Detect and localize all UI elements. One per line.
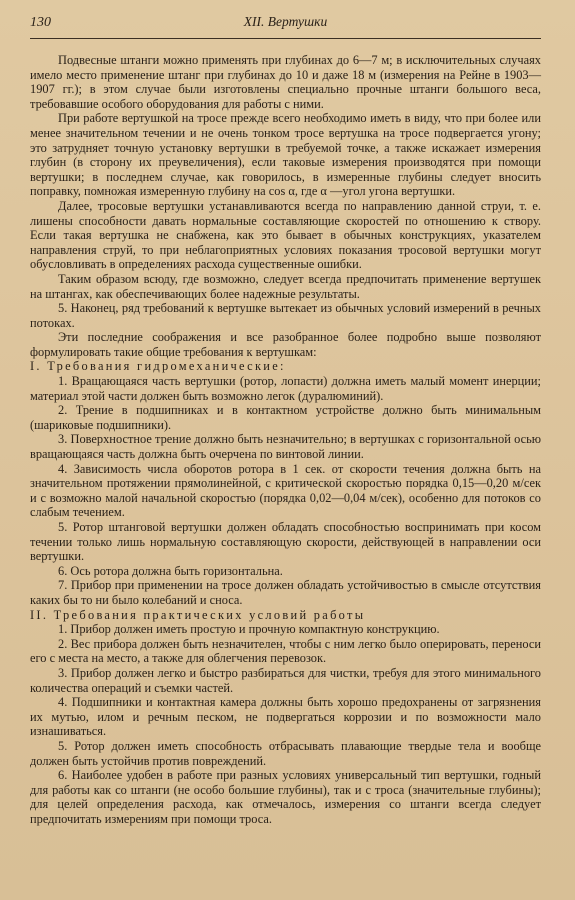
paragraph: При работе вертушкой на тросе прежде всего необходимо иметь в виду, что при более или менее значительном течении и не очень тонком тросе вертушка на тросе подвергается угону; это затрудняет точную установку вертушки в требуемой точке, а также искажает измерения глубин (в сторону их преувеличения), если таковые измерения производятся при помощи вертушки; в последнем случае, как говорилось, в измеренные глубины следует вносить поправку, помножая измеренную глубину на cos α, где α —угол угона вертушки. xyxy=(30,111,541,199)
section-heading-hydromechanical: I. Требования гидромеханические: xyxy=(30,359,286,374)
running-head xyxy=(30,14,541,39)
requirement-item: 4. Подшипники и контактная камера должны быть хорошо предохранены от загрязнения их мутью, илом и речным песком, не подвергаться коррозии и по возможности мало изнашиваться. xyxy=(30,695,541,739)
body-text xyxy=(30,53,541,826)
paragraph: Эти последние соображения и все разобранное более подробно выше позволяют формулировать такие общие требования к вертушкам: xyxy=(30,330,541,359)
paragraph: Подвесные штанги можно применять при глубинах до 6—7 м; в исключительных случаях имело место применение штанг при глубинах до 10 и даже 18 м (измерения на Рейне в 1903—1907 гг.); в этом случае были изготовлены специально прочные штанги большого веса, требовавшие особого оборудования для работы с ними. xyxy=(30,53,541,111)
paragraph: 5. Наконец, ряд требований к вертушке вытекает из обычных условий измерений в речных потоках. xyxy=(30,301,541,330)
requirement-item: 2. Трение в подшипниках и в контактном устройстве должно быть минимальным (шариковые подшипники). xyxy=(30,403,541,432)
paragraph: Далее, тросовые вертушки устанавливаются всегда по направлению данной струи, т. е. лишены способности давать нормальные составляющие скоростей по отношению к створу. Если такая вертушка не снабжена, как это бывает в обычных конструкциях, указателем направления струй, то при неблагоприятных условиях показания тросовой вертушки могут обусловливать в определениях расхода существенные ошибки. xyxy=(30,198,541,272)
requirement-item: 5. Ротор штанговой вертушки должен обладать способностью воспринимать при косом течении только лишь нормальную составляющую скорости, действующей в направлении оси вертушки. xyxy=(30,520,541,564)
page-number: 130 xyxy=(30,15,51,30)
section-heading-practical: II. Требования практических условий работы xyxy=(30,607,366,622)
requirement-item: 4. Зависимость числа оборотов ротора в 1 сек. от скорости течения должна быть на значительном протяжении прямолинейной, с критической скоростью порядка 0,15—0,20 м/сек и с возможно малой начальной скоростью (порядка 0,02—0,04 м/сек), особенно для потоков со слабым течением. xyxy=(30,461,541,520)
requirement-item: 1. Прибор должен иметь простую и прочную компактную конструкцию. xyxy=(58,622,440,637)
requirement-item: 3. Поверхностное трение должно быть незначительно; в вертушках с горизонтальной осью вращающаяся часть должна быть очерчена по винтовой линии. xyxy=(30,432,541,462)
chapter-title: XII. Вертушки xyxy=(243,14,328,29)
requirement-item: 1. Вращающаяся часть вертушки (ротор, лопасти) должна иметь малый момент инерции; материал этой части должен быть возможно легок (дуралюминий). xyxy=(30,374,541,403)
requirement-item: 6. Наиболее удобен в работе при разных условиях универсальный тип вертушки, годный для работы как со штанги (не особо большие глубины), так и с троса (значительные глубины); для целей определения расхода, как отмечалось, измерения со штанги всегда следует предпочитать измерениям при помощи троса. xyxy=(30,768,541,826)
requirement-item: 6. Ось ротора должна быть горизонтальна. xyxy=(58,563,283,578)
requirement-item: 2. Вес прибора должен быть незначителен, чтобы с ним легко было оперировать, переноси его с места на место, а также для облегчения перевозок. xyxy=(30,636,541,666)
requirement-item: 3. Прибор должен легко и быстро разбираться для чистки, требуя для этого минимального количества операций и съемки частей. xyxy=(30,665,541,695)
requirement-item: 5. Ротор должен иметь способность отбрасывать плавающие твердые тела и вообще должен быть устойчив против повреждений. xyxy=(30,738,541,768)
requirement-item: 7. Прибор при применении на тросе должен обладать устойчивостью в смысле отсутствия каких бы то ни было колебаний и сноса. xyxy=(30,578,541,607)
paragraph: Таким образом всюду, где возможно, следует всегда предпочитать применение вертушек на штангах, как обеспечивающих более надежные результаты. xyxy=(30,271,541,301)
